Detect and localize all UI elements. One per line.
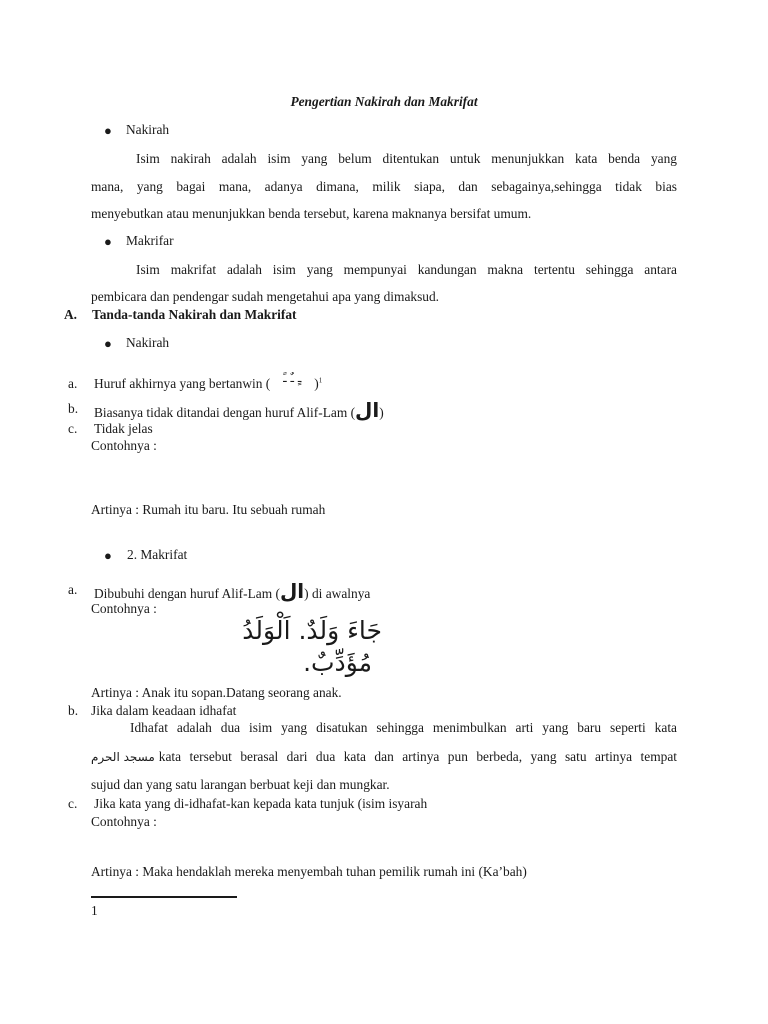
- makrifat-def-line2: pembicara dan pendengar sudah mengetahui apa yang dimaksud.: [91, 289, 440, 304]
- list-item-text: Tidak jelas: [94, 421, 153, 436]
- masjid-haram-arabic: مسجد الحرم: [91, 750, 155, 764]
- artinya-text: Artinya : Maka hendaklah mereka menyembah tuhan pemilik rumah ini (Ka’bah): [91, 864, 527, 879]
- list-item-text: Jika kata yang di-idhafat-kan kepada kata tunjuk (isim isyarah: [94, 796, 428, 811]
- idhafat-line2-text: kata tersebut berasal dari dua kata dan artinya pun berbeda, yang satu artinya tempat: [158, 749, 677, 764]
- list-item-close: ): [314, 376, 319, 391]
- footnote-number: 1: [91, 903, 98, 918]
- artinya-text: Artinya : Anak itu sopan.Datang seorang anak.: [91, 685, 342, 700]
- footnote-ref: 1: [318, 376, 323, 385]
- list-marker: a.: [68, 376, 78, 391]
- nakirah-label-2: Nakirah: [126, 335, 170, 350]
- nakirah-label: Nakirah: [126, 122, 170, 137]
- nakirah-def-line1: Isim nakirah adalah isim yang belum ditentukan untuk menunjukkan kata benda yang: [136, 151, 677, 166]
- tanwin-symbols: ـٍ ـٌ ـً: [283, 371, 302, 385]
- nakirah-def-line2: mana, yang bagai mana, adanya dimana, milik siapa, dan sebagainya,sehingga tidak bias: [91, 179, 677, 194]
- contohnya-label: Contohnya :: [91, 438, 157, 453]
- list-item-close: ): [379, 405, 384, 420]
- footnote-separator: [91, 896, 237, 898]
- artinya-text: Artinya : Rumah itu baru. Itu sebuah rumah: [91, 502, 326, 517]
- list-item-text: Dibubuhi dengan huruf Alif-Lam (: [94, 586, 280, 601]
- section-marker: A.: [64, 307, 78, 322]
- list-marker: b.: [68, 703, 79, 718]
- contohnya-label: Contohnya :: [91, 601, 157, 616]
- page-title: Pengertian Nakirah dan Makrifat: [290, 94, 478, 109]
- list-item: [94, 398, 384, 422]
- list-item-close: ) di awalnya: [304, 586, 371, 601]
- alif-lam-arabic: ال: [279, 579, 305, 603]
- bullet-icon: ●: [104, 336, 112, 351]
- list-item-text: Jika dalam keadaan idhafat: [91, 703, 237, 718]
- list-item: [94, 579, 370, 603]
- arabic-example-line2: مُؤَدِّبٌ.: [303, 648, 372, 677]
- list-marker: c.: [68, 421, 78, 436]
- list-marker: b.: [68, 401, 79, 416]
- idhafat-line2: [91, 749, 677, 765]
- section-heading: Tanda-tanda Nakirah dan Makrifat: [92, 307, 297, 322]
- list-item: [94, 371, 323, 392]
- bullet-icon: ●: [104, 123, 112, 138]
- list-item-text: Huruf akhirnya yang bertanwin (: [94, 376, 271, 391]
- idhafat-line3: sujud dan yang satu larangan berbuat keji dan mungkar.: [91, 777, 390, 792]
- makrifat-heading: 2. Makrifat: [127, 547, 188, 562]
- bullet-icon: ●: [104, 548, 112, 563]
- makrifat-label: Makrifar: [126, 233, 174, 248]
- makrifat-def-line1: Isim makrifat adalah isim yang mempunyai kandungan makna tertentu sehingga antara: [136, 262, 677, 277]
- arabic-example-line1: جَاءَ وَلَدٌ. اَلْوَلَدُ: [242, 616, 382, 645]
- contohnya-label: Contohnya :: [91, 814, 157, 829]
- list-marker: a.: [68, 582, 78, 597]
- idhafat-line1: Idhafat adalah dua isim yang disatukan sehingga menimbulkan arti yang baru seperti kata: [130, 720, 677, 735]
- list-marker: c.: [68, 796, 78, 811]
- alif-lam-arabic: ال: [355, 398, 380, 422]
- nakirah-def-line3: menyebutkan atau menunjukkan benda tersebut, karena maknanya bersifat umum.: [91, 206, 532, 221]
- bullet-icon: ●: [104, 234, 112, 249]
- list-item-text: Biasanya tidak ditandai dengan huruf Alif-Lam (: [94, 405, 356, 420]
